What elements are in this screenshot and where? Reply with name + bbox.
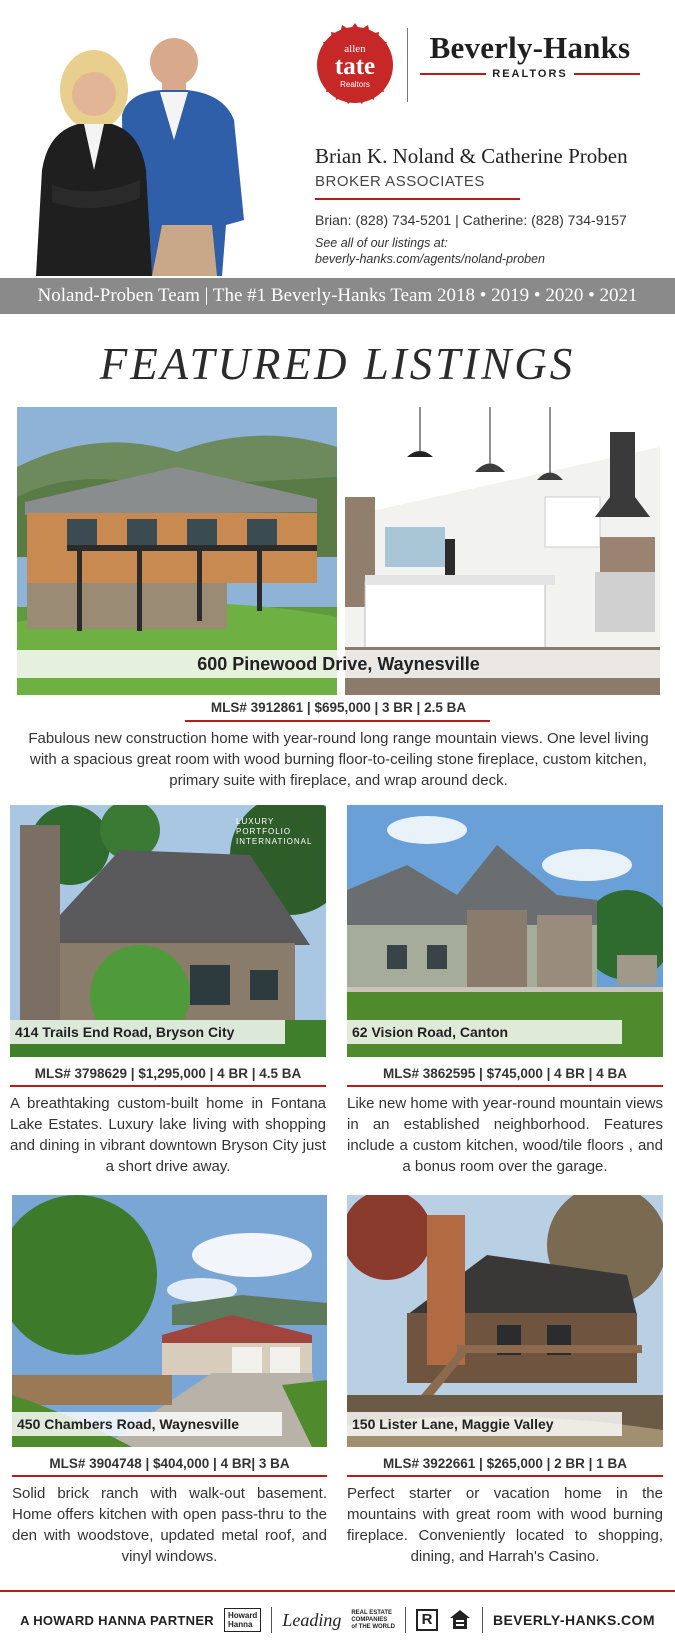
listing-5-address: 150 Lister Lane, Maggie Valley xyxy=(347,1412,622,1436)
leading-re-subtext-1: REAL ESTATE xyxy=(351,1609,393,1616)
listing-4-mls: MLS# 3904748 | $404,000 | 4 BR| 3 BA xyxy=(49,1456,290,1471)
listing-2-rule xyxy=(10,1085,326,1087)
bh-logo-sub: REALTORS xyxy=(492,68,568,80)
team-banner: Noland-Proben Team | The #1 Beverly-Hanks Team 2018 • 2019 • 2020 • 2021 xyxy=(0,278,675,314)
listing-3-description: Like new home with year-round mountain views in an established neighborhood. Features include a custom kitchen, wood/tile floors , and a bonus room over the garage. xyxy=(347,1095,663,1175)
listing-1-rule xyxy=(185,720,490,722)
howard-hanna-logo-line2: Hanna xyxy=(227,1620,253,1629)
footer-separator xyxy=(405,1607,406,1633)
beverly-hanks-logo xyxy=(420,30,640,80)
listing-3-mls: MLS# 3862595 | $745,000 | 4 BR | 4 BA xyxy=(383,1066,627,1081)
bh-logo-rule-left xyxy=(420,73,486,75)
tate-logo-line2: tate xyxy=(334,53,376,80)
bh-logo-rule-right xyxy=(574,73,640,75)
footer xyxy=(0,1598,675,1642)
agent-phones: Brian: (828) 734-5201 | Catherine: (828) 734-9157 xyxy=(315,212,627,228)
listing-1-address: 600 Pinewood Drive, Waynesville xyxy=(17,650,660,678)
listings-note xyxy=(315,235,545,267)
realtor-icon: R xyxy=(416,1609,438,1631)
listing-5-description: Perfect starter or vacation home in the mountains with great room with wood burning fireplace. Conveniently located to shopping, dining, and Harrah's Casino. xyxy=(347,1485,663,1565)
footer-separator xyxy=(482,1607,483,1633)
luxury-portfolio-watermark: LUXURY PORTFOLIO INTERNATIONAL xyxy=(236,817,313,846)
logo-divider xyxy=(407,28,408,102)
agent-title: BROKER ASSOCIATES xyxy=(315,173,485,190)
howard-hanna-partner-text: A HOWARD HANNA PARTNER xyxy=(20,1612,214,1628)
footer-separator xyxy=(271,1607,272,1633)
listing-1-description: Fabulous new construction home with year-round long range mountain views. One level living with a spacious great room with wood burning floor-to-ceiling stone fireplace, custom kitchen, primary suite with fireplace, and wrap around deck. xyxy=(28,730,649,789)
agent-names: Brian K. Noland & Catherine Proben xyxy=(315,144,628,168)
featured-title: FEATURED LISTINGS xyxy=(99,339,576,389)
bh-logo-sub-row xyxy=(420,68,640,80)
footer-rule xyxy=(0,1590,675,1592)
listing-5-photo xyxy=(347,1195,663,1447)
listing-1-mls: MLS# 3912861 | $695,000 | 3 BR | 2.5 BA xyxy=(210,700,467,715)
leading-re-subtext-3: of THE WORLD xyxy=(351,1623,396,1630)
leading-re-logo: Leading xyxy=(282,1609,342,1630)
howard-hanna-logo xyxy=(224,1608,261,1632)
bh-logo-name: Beverly-Hanks xyxy=(429,30,631,65)
listing-4-address: 450 Chambers Road, Waynesville xyxy=(12,1412,282,1436)
listing-2-description: A breathtaking custom-built home in Fontana Lake Estates. Luxury lake living with shopping and dining in vibrant downtown Bryson City just a short drive away. xyxy=(10,1095,326,1175)
listing-5-rule xyxy=(347,1475,663,1477)
title-rule xyxy=(315,198,520,200)
listing-2-address: 414 Trails End Road, Bryson City xyxy=(10,1020,285,1044)
tate-logo-line1: allen xyxy=(344,43,366,55)
leading-re-subtext-2: COMPANIES xyxy=(351,1616,388,1623)
listings-url[interactable]: beverly-hanks.com/agents/noland-proben xyxy=(315,252,545,266)
listing-5-mls: MLS# 3922661 | $265,000 | 2 BR | 1 BA xyxy=(383,1456,627,1471)
listings-note-line1: See all of our listings at: xyxy=(315,236,448,250)
listing-4-description: Solid brick ranch with walk-out basement. Home offers kitchen with open pass-thru to the den with woodstove, updated metal roof, and vinyl windows. xyxy=(12,1485,327,1565)
listing-4-rule xyxy=(12,1475,327,1477)
listing-2-mls: MLS# 3798629 | $1,295,000 | 4 BR | 4.5 BA xyxy=(34,1066,302,1081)
tate-logo-line3: Realtors xyxy=(340,80,370,89)
leading-re-subtext xyxy=(351,1610,395,1631)
listing-3-rule xyxy=(347,1085,663,1087)
listing-3-address: 62 Vision Road, Canton xyxy=(347,1020,622,1044)
listing-4-photo xyxy=(12,1195,327,1447)
equal-housing-icon xyxy=(448,1608,472,1632)
howard-hanna-logo-line1: Howard xyxy=(227,1611,258,1620)
allen-tate-logo xyxy=(312,22,398,108)
agents-photo xyxy=(12,20,262,276)
header xyxy=(0,0,675,276)
website-link[interactable]: BEVERLY-HANKS.COM xyxy=(493,1612,655,1628)
